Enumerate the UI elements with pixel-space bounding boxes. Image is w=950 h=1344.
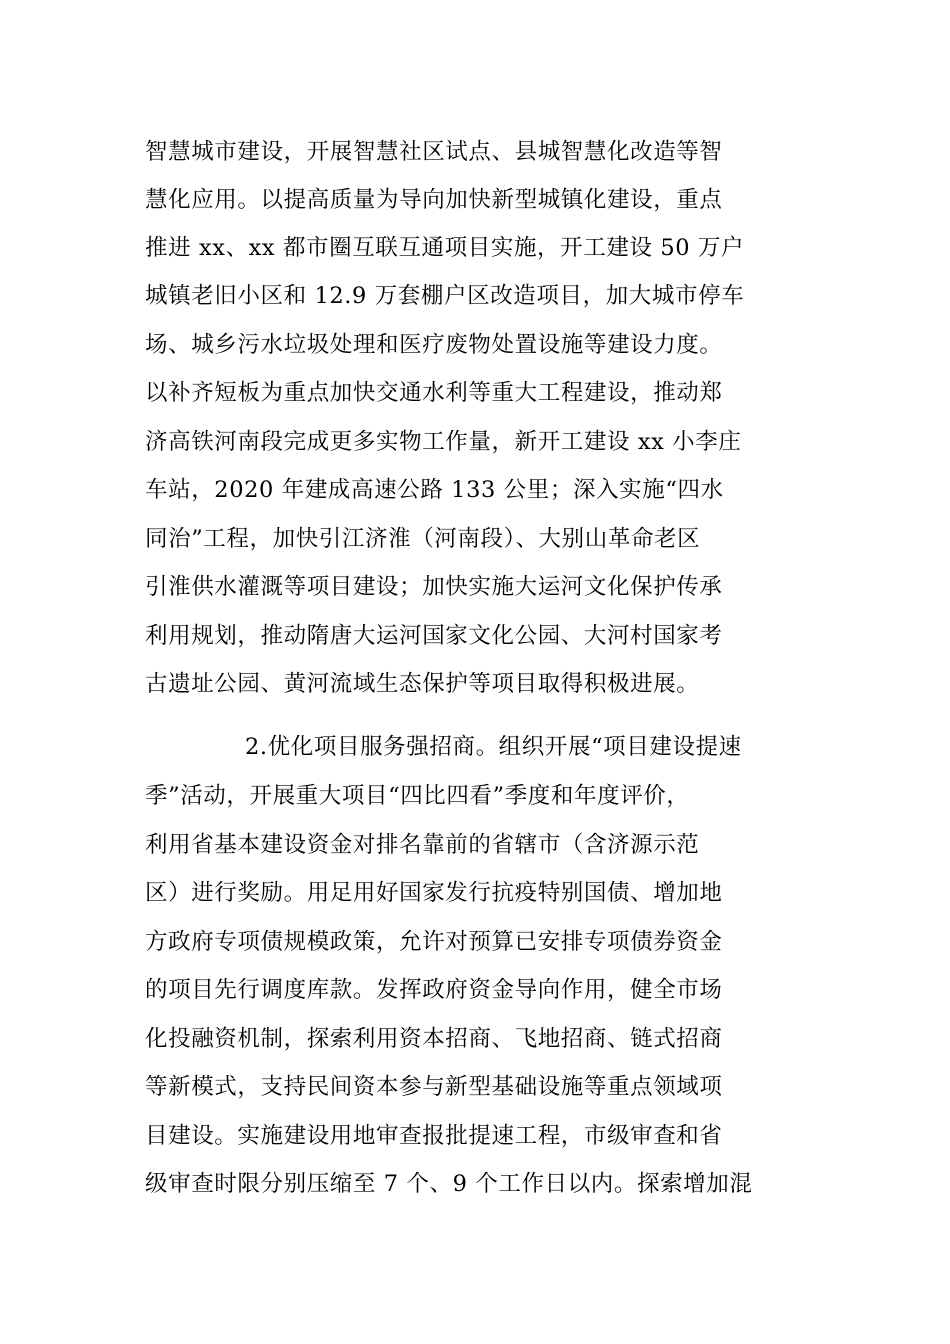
text-line: 推进 xx、xx 都市圈互联互通项目实施，开工建设 50 万户	[145, 235, 745, 261]
text-line: 利用规划，推动隋唐大运河国家文化公园、大河村国家考	[145, 623, 723, 649]
text-line: 的项目先行调度库款。发挥政府资金导向作用，健全市场	[145, 977, 723, 1003]
text-line: 引淮供水灌溉等项目建设；加快实施大运河文化保护传承	[145, 574, 723, 600]
text-line: 济高铁河南段完成更多实物工作量，新开工建设 xx 小李庄	[145, 429, 742, 455]
text-line: 季”活动，开展重大项目“四比四看”季度和年度评价，	[145, 783, 690, 809]
text-line: 智慧城市建设，开展智慧社区试点、县城智慧化改造等智	[145, 139, 723, 165]
text-line: 等新模式，支持民间资本参与新型基础设施等重点领域项	[145, 1074, 723, 1100]
text-line: 车站，2020 年建成高速公路 133 公里；深入实施“四水	[145, 477, 724, 503]
text-line: 方政府专项债规模政策，允许对预算已安排专项债券资金	[145, 929, 723, 955]
text-line: 以补齐短板为重点加快交通水利等重大工程建设，推动郑	[145, 380, 723, 406]
text-line: 古遗址公园、黄河流域生态保护等项目取得积极进展。	[145, 671, 700, 697]
text-line: 场、城乡污水垃圾处理和医疗废物处置设施等建设力度。	[145, 332, 723, 358]
text-line: 慧化应用。以提高质量为导向加快新型城镇化建设，重点	[145, 187, 723, 213]
text-line: 区）进行奖励。用足用好国家发行抗疫特别国债、增加地	[145, 880, 723, 906]
text-line: 2.优化项目服务强招商。组织开展“项目建设提速	[245, 734, 742, 760]
text-line: 目建设。实施建设用地审查报批提速工程，市级审查和省	[145, 1123, 723, 1149]
text-line: 城镇老旧小区和 12.9 万套棚户区改造项目，加大城市停车	[145, 283, 745, 309]
text-line: 级审查时限分别压缩至 7 个、9 个工作日以内。探索增加混	[145, 1171, 753, 1197]
text-line: 同治”工程，加快引江济淮（河南段）、大别山革命老区	[145, 526, 701, 552]
text-line: 利用省基本建设资金对排名靠前的省辖市（含济源示范	[145, 832, 700, 858]
text-line: 化投融资机制，探索利用资本招商、飞地招商、链式招商	[145, 1026, 723, 1052]
